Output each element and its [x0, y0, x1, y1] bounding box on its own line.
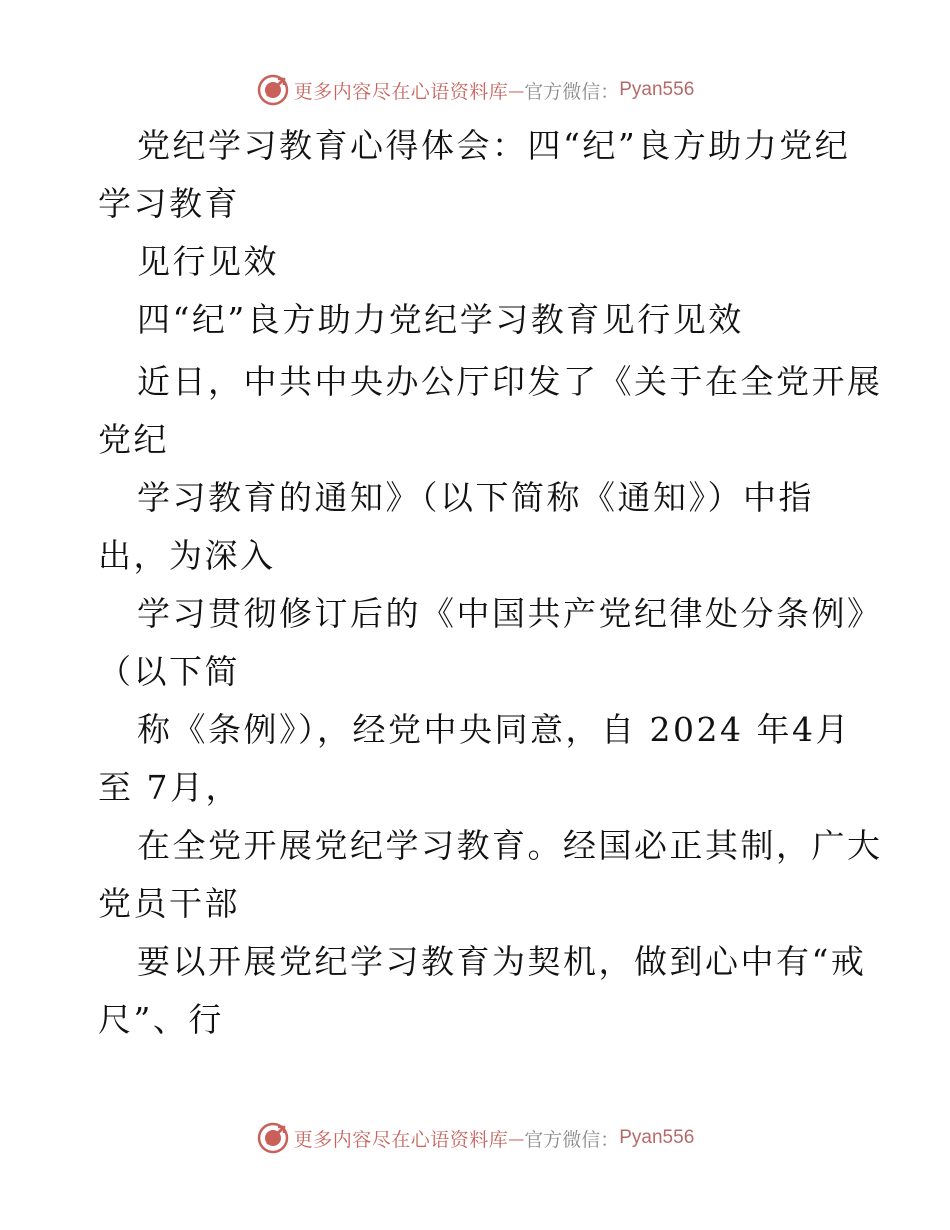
document-subtitle-line: 见行见效	[137, 242, 279, 281]
paragraph-line: 称《条例》），经党中央同意，自 2024 年4月	[137, 710, 851, 749]
watermark-wechat-id: Pyan556	[619, 79, 695, 100]
watermark-separator: —	[508, 1128, 525, 1148]
watermark-footer	[0, 1118, 950, 1158]
watermark-wechat-label: 官方微信：	[524, 1128, 620, 1151]
paragraph-line: 尺”、行	[98, 1000, 224, 1039]
document-title-line: 党纪学习教育心得体会：四“纪”良方助力党纪	[137, 126, 851, 165]
paragraph-line: 出，为深入	[98, 536, 276, 575]
paragraph-line: 要以开展党纪学习教育为契机，做到心中有“戒	[137, 942, 867, 981]
paragraph-line: 至 7月，	[98, 768, 241, 807]
watermark-text: 更多内容尽在心语资料库	[293, 80, 509, 103]
document-title-continuation: 学习教育	[98, 184, 240, 223]
watermark-text: 更多内容尽在心语资料库	[293, 1128, 509, 1151]
paragraph-line: 学习贯彻修订后的《中国共产党纪律处分条例》	[137, 594, 883, 633]
paragraph-line: 党员干部	[98, 884, 240, 923]
document-heading: 四“纪”良方助力党纪学习教育见行见效	[137, 300, 744, 339]
watermark-wechat-label: 官方微信：	[524, 80, 620, 103]
watermark-wechat-id: Pyan556	[619, 1127, 695, 1148]
paragraph-line: 学习教育的通知》（以下简称《通知》）中指	[137, 478, 814, 517]
paragraph-line: 近日，中共中央办公厅印发了《关于在全党开展	[137, 362, 883, 401]
paragraph-line: （以下简	[98, 652, 240, 691]
watermark-logo-icon	[256, 73, 290, 107]
paragraph-line: 党纪	[98, 420, 169, 459]
watermark-logo-icon	[256, 1121, 290, 1155]
paragraph-line: 在全党开展党纪学习教育。经国必正其制，广大	[137, 826, 883, 865]
watermark-separator: —	[508, 80, 525, 100]
watermark-header	[0, 70, 950, 110]
